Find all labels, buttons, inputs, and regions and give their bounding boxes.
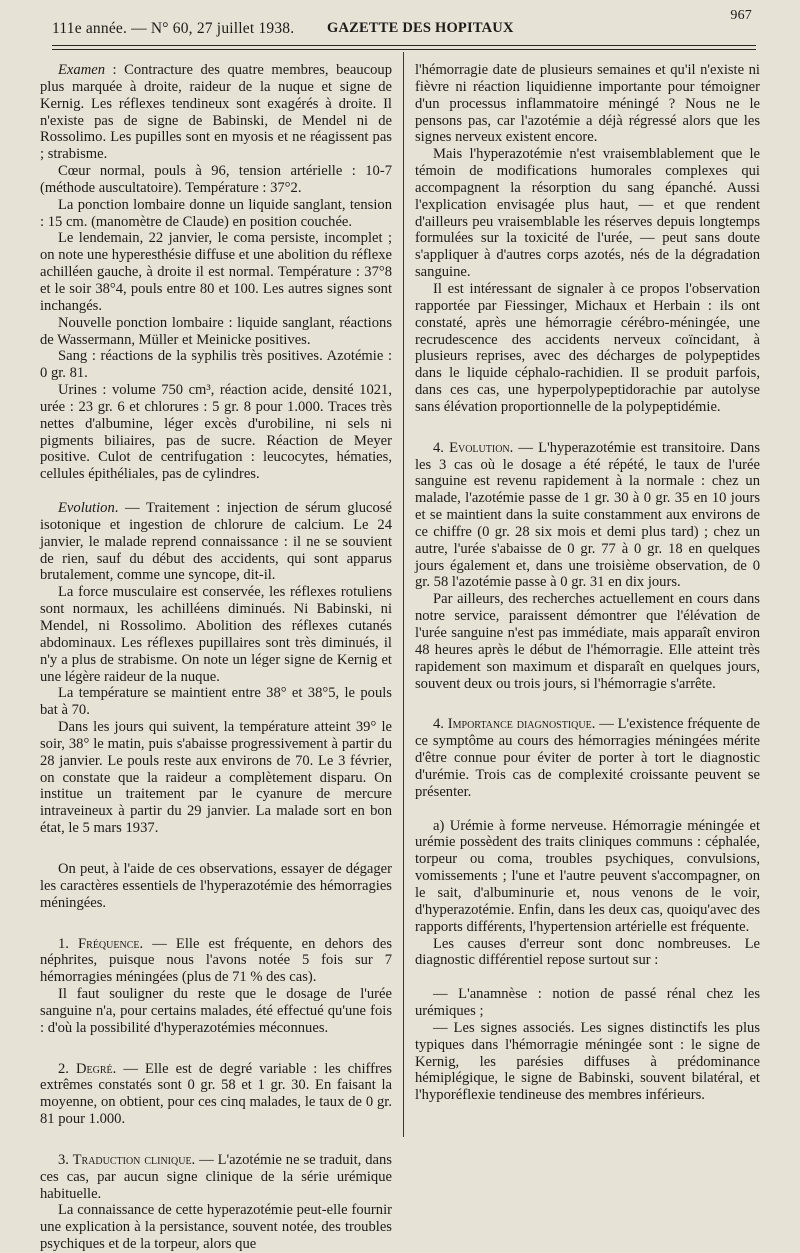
- paragraph-text: On peut, à l'aide de ces observations, essayer de dégager les caractères essentiels de l'hyperazotémie des hémorragies méningées.: [40, 860, 392, 911]
- paragraph-text: Urines : volume 750 cm³, réaction acide, densité 1021, urée : 23 gr. 6 et chlorures : 5 gr. 8 pour 1.000. Traces très nettes d'albumine, léger excès d'urobiline, ni sels ni pigments biliaires, pas de sucre. Réaction de Meyer positive. Culot de centrifugation : leucocytes, hématies, cellules épithéliales, pas de cylindres.: [40, 382, 392, 483]
- paragraph: [415, 62, 760, 146]
- paragraph-gap: [415, 416, 760, 440]
- paragraph: [40, 936, 392, 987]
- paragraph: [40, 986, 392, 1037]
- paragraph-text: Le lendemain, 22 janvier, le coma persiste, incomplet ; on note une hyperesthésie diffuse et une abolition du réflexe achilléen gauche, à droite il est normal. Température : 37°8 et le soir 38°4, pouls entre 80 et 100. Les autres signes sont inchangés.: [40, 230, 392, 314]
- paragraph-text: Par ailleurs, des recherches actuellement en cours dans notre service, paraissent démontrer que l'élévation de l'urée sanguine n'est pas immédiate, mais apparaît environ 48 heures après le début de l'hémorragie. Elle atteint très rapidement son maximum et disparaît en quelques jours, souvent deux ou trois jours, si l'hémorragie s'arrête.: [415, 591, 760, 692]
- paragraph-text: . — Elle est de degré variable : les chiffres extrêmes constatés sont 0 gr. 58 et 1 gr. 30. En faisant la moyenne, on obtient, pour ces cinq malades, le taux de 0 gr. 81 pour 1.000.: [40, 1060, 392, 1128]
- paragraph-gap: [40, 837, 392, 861]
- journal-title: GAZETTE DES HOPITAUX: [327, 20, 514, 36]
- paragraph: [415, 818, 760, 936]
- paragraph: [40, 861, 392, 912]
- paragraph: [40, 500, 392, 584]
- paragraph-text: Cœur normal, pouls à 96, tension artérielle : 10-7 (méthode auscultatoire). Température : 37°2.: [40, 163, 392, 196]
- paragraph-text: . — Traitement : injection de sérum glucosé isotonique et ingestion de chlorure de calcium. Le 24 janvier, le malade reprend connaissance : il ne se souvient de rien, sauf du début des accidents, qui sont apparus brutalement, comme une syncope, dit-il.: [40, 500, 392, 584]
- paragraph-text: Sang : réactions de la syphilis très positives. Azotémie : 0 gr. 81.: [40, 348, 392, 382]
- paragraph-lead: Evolution: [58, 500, 115, 517]
- paragraph-text: La force musculaire est conservée, les réflexes rotuliens sont normaux, les achilléens diminués. Ni Babinski, ni Mendel, ni Rossolimo. Abolition des réflexes cutanés abdominaux. Les réflexes pupillaires sont très diminués, il n'y a plus de strabisme. On note un léger signe de Kernig et une légère raideur de la nuque.: [40, 584, 392, 685]
- paragraph: [40, 685, 392, 719]
- paragraph-text: — L'anamnèse : notion de passé rénal chez les urémiques ;: [415, 986, 760, 1020]
- paragraph-lead: 1. Fréquence: [58, 935, 140, 952]
- column-divider: [403, 52, 404, 1137]
- paragraph: [40, 1152, 392, 1203]
- paragraph-gap: [40, 1128, 392, 1152]
- paragraph-lead: 2. Degré: [58, 1060, 113, 1077]
- paragraph-text: La connaissance de cette hyperazotémie peut-elle fournir une explication à la persistance, souvent notée, des troubles psychiques et de la torpeur, alors que: [40, 1202, 392, 1253]
- paragraph-lead: Examen: [58, 62, 106, 78]
- paragraph-text: a) Urémie à forme nerveuse. Hémorragie méningée et urémie possèdent des traits cliniques communs : céphalée, torpeur ou coma, troubles psychiques, convulsions, vomissements ; l'une et l'autre peuvent s'accompagner, on le sait, d'albuminurie et, nous venons de le voir, d'hyperazotémie. Enfin, dans les deux cas, quoiqu'avec des rapports différents, l'hypertension artérielle est fréquente.: [415, 817, 760, 935]
- paragraph: [40, 1202, 392, 1253]
- paragraph-text: Mais l'hyperazotémie n'est vraisemblablement que le témoin de modifications humorales complexes qui accompagnent la résorption du sang épanché. Aussi l'explication envisagée plus haut, — et que rendent d'ailleurs peu vraisemblable les réserves depuis longtemps formulées sur la toxicité de l'urée, — peut sans doute s'appliquer à d'autres corps azotés, nés de la dégradation sanguine.: [415, 146, 760, 281]
- page-header: [52, 8, 752, 42]
- paragraph: [40, 348, 392, 382]
- paragraph: [415, 591, 760, 692]
- left-column: [40, 62, 392, 1253]
- paragraph: [40, 584, 392, 685]
- paragraph: [40, 62, 392, 163]
- paragraph: [40, 197, 392, 231]
- paragraph-text: La ponction lombaire donne un liquide sanglant, tension : 15 cm. (manomètre de Claude) en position couchée.: [40, 196, 392, 230]
- paragraph-text: Il faut souligner du reste que le dosage de l'urée sanguine n'a, pour certains malades, été effectué qu'une fois : d'où la possibilité d'hyperazotémies méconnues.: [40, 986, 392, 1036]
- paragraph: [40, 230, 392, 314]
- paragraph: [415, 281, 760, 416]
- paragraph-text: : Contracture des quatre membres, beaucoup plus marquée à droite, raideur de la nuque et signe de Kernig. Les réflexes tendineux sont exagérés à droite. Il n'existe pas de signe de Babinski, de Mendel ni de Rossolimo. Les pupilles sont en myosis et ne réagissent pas ; strabisme.: [40, 62, 392, 163]
- paragraph: [415, 440, 760, 592]
- paragraph: [40, 1061, 392, 1128]
- paragraph-text: Il est intéressant de signaler à ce propos l'observation rapportée par Fiessinger, Michaux et Herbain : ils ont constaté, après une hémorragie cérébro-méningée, une recrudescence des accidents nerveux coïncidant, à plusieurs reprises, avec des décharges de polypeptides dans le liquide céphalo-rachidien. Il se produit parfois, dans ces cas, une hyperpolypeptidorachie par autolyse sans élévation proportionnelle de la polypeptidémie.: [415, 280, 760, 415]
- paragraph-lead: 4. Evolution: [433, 439, 510, 456]
- paragraph-gap: [415, 969, 760, 986]
- paragraph-text: . — Elle est fréquente, en dehors des néphrites, puisque nous l'avons notée 5 fois sur 7 hémorragies méningées (plus de 71 % des cas).: [40, 935, 393, 986]
- paragraph: [415, 1020, 760, 1104]
- paragraph-text: . — L'azotémie ne se traduit, dans ces cas, par aucun signe clinique de la série urémique habituelle.: [40, 1151, 392, 1202]
- paragraph-gap: [415, 692, 760, 716]
- paragraph-text: . — L'hyperazotémie est transitoire. Dans les 3 cas où le dosage a été répété, le taux de l'urée sanguine est revenu rapidement à la normale : chez un malade, l'azotémie passe de 1 gr. 30 à 0 gr. 35 en 10 jours et se maintient dans la suite constamment aux environs de ce chiffre (0 gr. 28 six mois et demi plus tard) ; chez un autre, l'urée s'abaisse de 0 gr. 77 à 0 gr. 18 en quelques jours également et, dans une troisième observation, de 0 gr. 58 l'azotémie passe à 0 gr. 31 en dix jours.: [415, 439, 760, 591]
- paragraph-gap: [40, 483, 392, 500]
- paragraph-text: — Les signes associés. Les signes distinctifs les plus typiques dans l'hémorragie méningée sont : le signe de Kernig, les parésies diffuses à prédominance hémiplégique, le signe de Babinski, souvent bilatéral, et l'hyporéflexie tendineuse des membres inférieurs.: [415, 1019, 760, 1104]
- paragraph-gap: [40, 912, 392, 936]
- paragraph-text: La température se maintient entre 38° et 38°5, le pouls bat à 70.: [40, 685, 392, 719]
- paragraph-text: Dans les jours qui suivent, la température atteint 39° le soir, 38° le matin, puis s'abaisse progressivement à partir du 28 janvier. Le pouls reste aux environs de 70. Le 3 février, on constate que la raideur a complètement disparu. On institue un traitement par le cyanure de mercure intraveineux à partir du 29 janvier. La malade sort en bon état, le 5 mars 1937.: [40, 719, 392, 837]
- paragraph-text: Les causes d'erreur sont donc nombreuses. Le diagnostic différentiel repose surtout sur :: [415, 935, 760, 969]
- paragraph: [415, 986, 760, 1020]
- paragraph: [415, 716, 760, 800]
- paragraph: [40, 163, 392, 197]
- paragraph-text: Nouvelle ponction lombaire : liquide sanglant, réactions de Wassermann, Müller et Meinicke positives.: [40, 314, 392, 348]
- paragraph: [40, 315, 392, 349]
- paragraph-text: . — L'existence fréquente de ce symptôme au cours des hémorragies méningées mérite d'être connue pour éviter de porter à tort le diagnostic d'urémie. Trois cas de complexité croissante peuvent se présenter.: [415, 716, 760, 800]
- paragraph-gap: [415, 801, 760, 818]
- paragraph: [40, 382, 392, 483]
- paragraph: [415, 936, 760, 970]
- header-rule-bottom: [52, 49, 756, 50]
- issue-line: 111e année. — N° 60, 27 juillet 1938.: [52, 20, 295, 37]
- paragraph-lead: 4. Importance diagnostique: [433, 716, 592, 733]
- page-number: 967: [730, 8, 752, 23]
- right-column: [415, 62, 760, 1104]
- paragraph-text: l'hémorragie date de plusieurs semaines et qu'il n'existe ni fièvre ni réaction liquidienne importante pour témoigner d'un processus inflammatoire méningé ? Nous ne le pensons pas, car l'azotémie a déjà régressé alors que les signes nerveux existent encore.: [415, 62, 760, 146]
- paragraph: [415, 146, 760, 281]
- paragraph-lead: 3. Traduction clinique: [58, 1151, 192, 1168]
- paragraph-gap: [40, 1037, 392, 1061]
- paragraph: [40, 719, 392, 837]
- header-rule-top: [52, 45, 756, 46]
